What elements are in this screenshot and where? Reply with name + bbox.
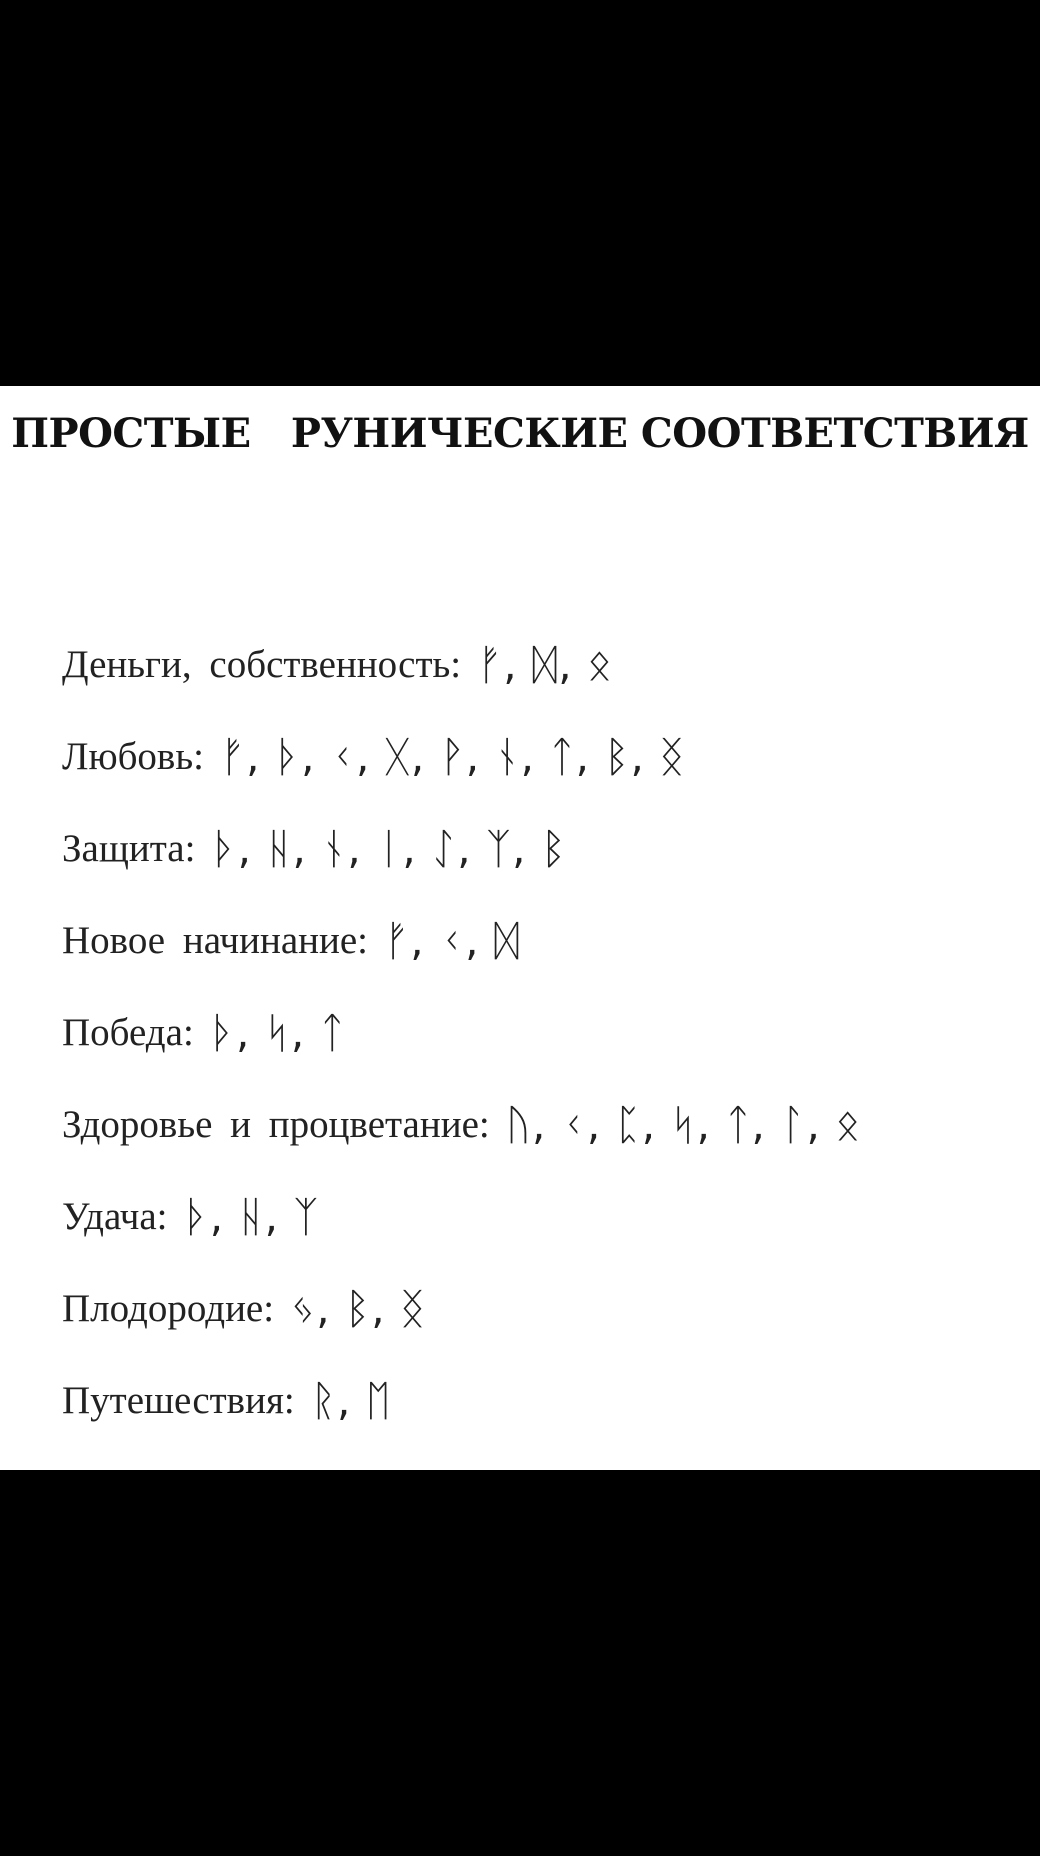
item-label: Защита: [62,826,196,870]
page-title: ПРОСТЫЕ РУНИЧЕСКИЕ СООТВЕТСТВИЯ [11,410,1029,457]
list-item [62,618,1002,710]
item-label: Плодородие: [62,1286,275,1330]
item-label: Деньги, собственность: [62,642,462,686]
item-runes: ᚦ, ᛋ, ᛏ [209,1007,346,1057]
item-runes: ᚦ, ᚺ, ᚾ, ᛁ, ᛇ, ᛉ, ᛒ [211,823,568,873]
document-page [0,386,1040,1470]
list-item [62,710,1002,802]
item-runes: ᚠ, ᚲ, ᛞ [384,915,521,965]
item-runes: ᛃ, ᛒ, ᛝ [290,1283,427,1333]
list-item [62,802,1002,894]
item-label: Удача: [62,1194,168,1238]
list-item [62,1170,1002,1262]
top-black-bar [0,0,1040,386]
item-label: Победа: [62,1010,194,1054]
correspondence-list [62,618,1002,1538]
list-item [62,894,1002,986]
bottom-black-bar [0,1470,1040,1856]
item-runes: ᚢ, ᚲ, ᛈ, ᛋ, ᛏ, ᛚ, ᛟ [505,1099,862,1149]
item-label: Любовь: [62,734,204,778]
list-item [62,1078,1002,1170]
item-runes: ᚱ, ᛖ [310,1375,392,1425]
item-label: Путешествия: [62,1378,295,1422]
list-item [62,986,1002,1078]
item-runes: ᚦ, ᚺ, ᛉ [183,1191,320,1241]
item-label: Новое начинание: [62,918,369,962]
item-label: Здоровье и процветание: [62,1102,490,1146]
list-item [62,1262,1002,1354]
item-runes: ᚠ, ᛞ, ᛟ [477,639,614,689]
list-item [62,1354,1002,1446]
item-runes: ᚠ, ᚦ, ᚲ, ᚷ, ᚹ, ᚾ, ᛏ, ᛒ, ᛝ [219,731,686,781]
